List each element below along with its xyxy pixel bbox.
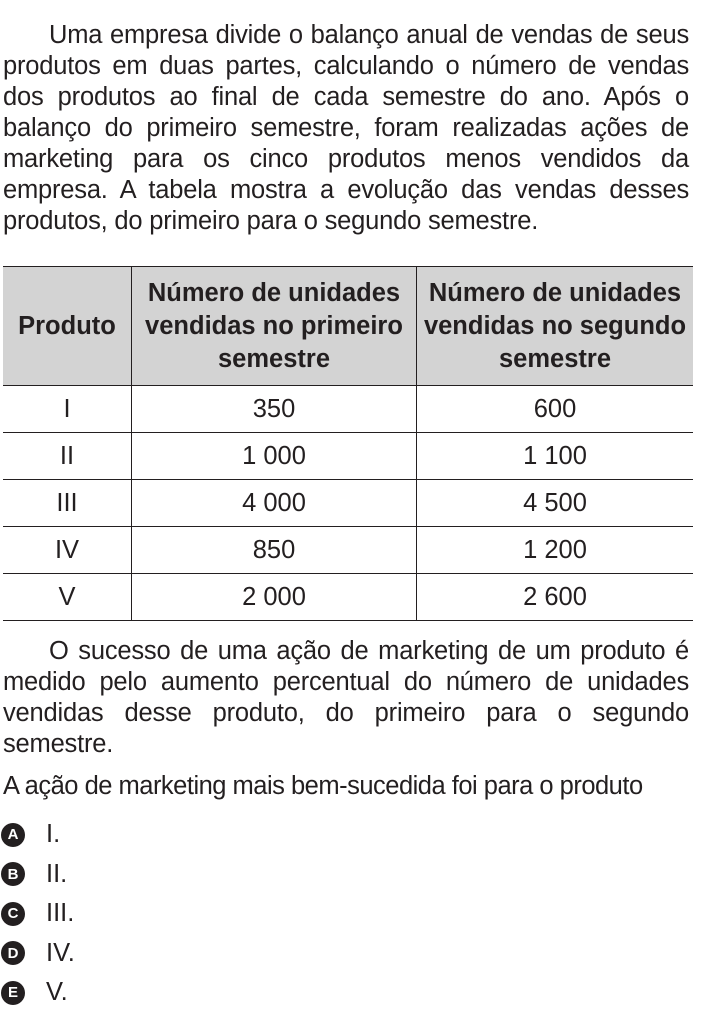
option-text: II. (46, 859, 68, 888)
option-text: V. (46, 978, 68, 1007)
first-semester-cell: 350 (132, 386, 417, 433)
second-semester-cell: 1 200 (417, 527, 694, 574)
option-letter-badge: C (1, 902, 25, 926)
option-c[interactable] (0, 894, 300, 934)
option-text: III. (46, 899, 75, 928)
rule-paragraph: O sucesso de uma ação de marketing de um produto é medido pelo aumento percentual do número de unidades vendidas desse produto, do primeiro para o segundo semestre. (3, 637, 689, 758)
second-semester-cell: 600 (417, 386, 694, 433)
option-text: IV. (46, 938, 75, 967)
first-semester-cell: 850 (132, 527, 417, 574)
sales-table (3, 266, 693, 621)
product-cell: III (3, 480, 132, 527)
option-letter-badge: A (1, 823, 25, 847)
table-row (3, 433, 693, 480)
product-cell: IV (3, 527, 132, 574)
option-e[interactable] (0, 973, 300, 1013)
header-second-semester: Número de unidades vendidas no segundo semestre (417, 267, 694, 386)
product-cell: I (3, 386, 132, 433)
header-product: Produto (3, 267, 132, 386)
first-semester-cell: 1 000 (132, 433, 417, 480)
answer-options (0, 815, 300, 1013)
second-semester-cell: 1 100 (417, 433, 694, 480)
product-cell: V (3, 574, 132, 621)
intro-paragraph: Uma empresa divide o balanço anual de vendas de seus produtos em duas partes, calculando o número de vendas dos produtos ao final de cada semestre do ano. Após o balanço do primeiro semestre, foram realizadas ações de marketing para os cinco produtos menos vendidos da empresa. A tabela mostra a evolução das vendas desses produtos, do primeiro para o segundo semestre. (3, 21, 689, 235)
first-semester-cell: 2 000 (132, 574, 417, 621)
option-d[interactable] (0, 934, 300, 974)
first-semester-cell: 4 000 (132, 480, 417, 527)
table-row (3, 386, 693, 433)
header-first-semester: Número de unidades vendidas no primeiro semestre (132, 267, 417, 386)
option-b[interactable] (0, 855, 300, 895)
option-text: I. (46, 820, 61, 849)
table-row (3, 480, 693, 527)
product-cell: II (3, 433, 132, 480)
option-letter-badge: B (1, 862, 25, 886)
option-a[interactable] (0, 815, 300, 855)
second-semester-cell: 2 600 (417, 574, 694, 621)
table-row (3, 527, 693, 574)
option-letter-badge: D (1, 941, 25, 965)
second-semester-cell: 4 500 (417, 480, 694, 527)
option-letter-badge: E (1, 981, 25, 1005)
table-row (3, 574, 693, 621)
question-prompt: A ação de marketing mais bem-sucedida foi para o produto (3, 772, 643, 800)
table-header-row (3, 267, 693, 386)
